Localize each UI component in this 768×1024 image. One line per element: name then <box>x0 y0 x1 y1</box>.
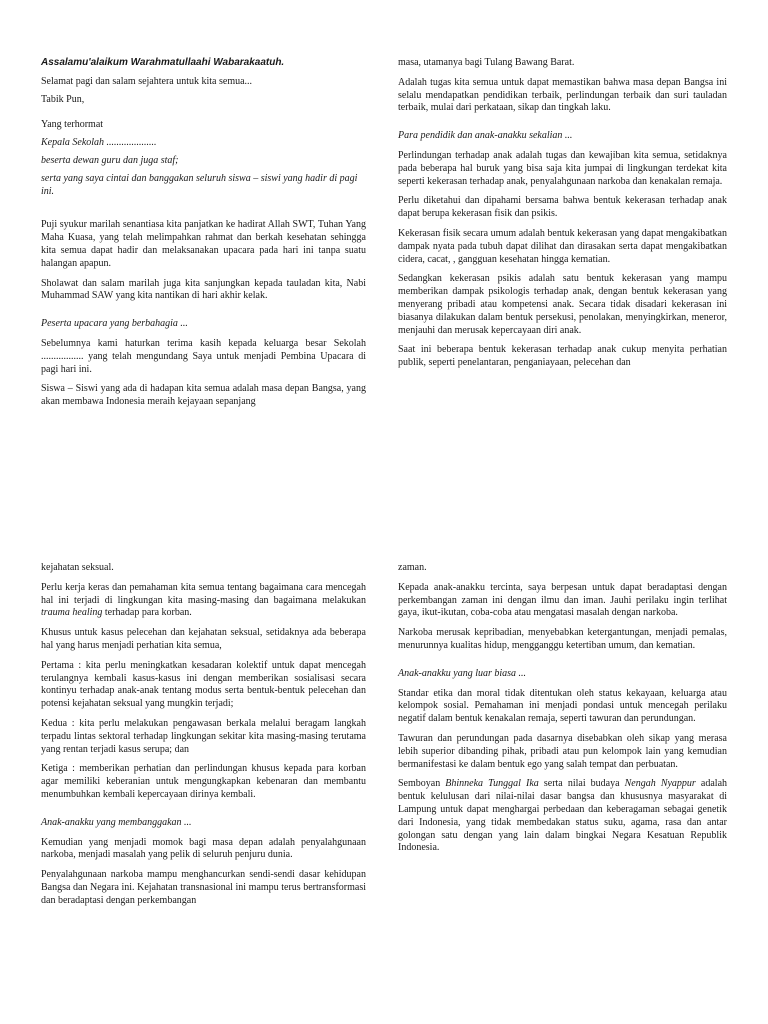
paragraph: Perlindungan terhadap anak adalah tugas dan kewajiban kita semua, setidaknya pada beberapa hal buruk yang bisa saja kita jumpai di lingkungan terdekat kita seperti kekerasan terhadap anak, penyalahgunaan narkoba dan kenakalan remaja. <box>398 149 727 187</box>
page2-right-column <box>398 562 727 862</box>
tabik: Tabik Pun, <box>41 93 85 105</box>
paragraph: Siswa – Siswi yang ada di hadapan kita semua adalah masa depan Bangsa, yang akan membawa Indonesia meraih kejayaan sepanjang <box>41 383 366 408</box>
kepala-sekolah: Kepala Sekolah .................... <box>41 137 157 149</box>
paragraph: Penyalahgunaan narkoba mampu menghancurkan sendi-sendi dasar kehidupan Bangsa dan Negara ini. Kejahatan transnasional ini mampu terus bertransformasi dan beradaptasi dengan perkembangan <box>41 869 366 906</box>
paragraph: Saat ini beberapa bentuk kekerasan terhadap anak cukup menyita perhatian publik, seperti penelantaran, penganiayaan, pelecehan dan <box>398 344 727 369</box>
paragraph: Sebelumnya kami haturkan terima kasih kepada keluarga besar Sekolah ................. yang telah mengundang Saya untuk menjadi Pembina Upacara di pagi hari ini. <box>41 337 366 375</box>
paragraph: Kekerasan fisik secara umum adalah bentuk kekerasan yang dapat mengakibatkan dampak nyata pada tubuh dapat dilihat dan dirasakan serta dapat mengakibatkan cidera, cacat, , gangguan kesehatan hingga kematian. <box>398 227 727 265</box>
dewan-guru: beserta dewan guru dan juga staf; <box>41 154 179 166</box>
paragraph: Kemudian yang menjadi momok bagi masa depan adalah penyalahgunaan narkoba, menjadi masalah yang pelik di seluruh penjuru dunia. <box>41 836 366 861</box>
paragraph: Narkoba merusak kepribadian, menyebabkan ketergantungan, menjadi pemalas, menurunnya kualitas hidup, mengganggu ketertiban umum, dan kematian. <box>398 627 727 651</box>
paragraph: Kepada anak-anakku tercinta, saya berpesan untuk dapat beradaptasi dengan perkembangan zaman ini dengan ilmu dan iman. Jauhi perilaku ingin terlihat gaya, ikut-ikutan, coba-coba atau mengatasi masalah dengan narkoba. <box>398 581 727 619</box>
paragraph: masa, utamanya bagi Tulang Bawang Barat. <box>398 57 575 68</box>
section-heading: Anak-anakku yang membanggakan ... <box>41 816 192 828</box>
salam-heading: Assalamu'alaikum Warahmatullaahi Wabarakaatuh. <box>41 57 285 68</box>
paragraph: Sedangkan kekerasan psikis adalah satu bentuk kekerasan yang mampu memberikan dampak psikologis terhadap anak, dengan bentuk kekerasan yang menyerang pribadi atau kompetensi anak. Secara tidak disadari kekerasan ini biasanya dilakukan dalam bentuk persekusi, penolakan, menyingkirkan, meneror, menjauhi dan merusak kepercayaan diri anak. <box>398 273 727 336</box>
greeting: Selamat pagi dan salam sejahtera untuk kita semua... <box>41 75 253 87</box>
section-heading: Anak-anakku yang luar biasa ... <box>398 667 527 679</box>
paragraph: Pertama : kita perlu meningkatkan kesadaran kolektif untuk dapat mencegah terulangnya kembali kasus-kasus ini dengan memberikan sosialisasi secara kontinyu terhadap anak-anak tentang modus serta bentuk-bentuk pelecehan dan potensi kejahatan seksual yang mungkin terjadi; <box>41 659 366 710</box>
paragraph: Perlu diketahui dan dipahami bersama bahwa bentuk kekerasan terhadap anak dapat berupa kekerasan fisik dan psikis. <box>398 195 727 220</box>
paragraph: kejahatan seksual. <box>41 562 114 573</box>
paragraph: Adalah tugas kita semua untuk dapat memastikan bahwa masa depan Bangsa ini selalu mendapatkan pendidikan terbaik, perlindungan terbaik dan suri tauladan terbaik, mulai dari perkataan, sikap dan tingkah laku. <box>398 76 727 114</box>
text-run: adalah bentuk kelulusan dari nilai-nilai dasar bangsa dan khususnya masyarakat di Lampung untuk dapat menghargai perbedaan dan keberagaman sebagai genetik dari Indonesia, yang tidak membedakan status suku, agama, rasa dan antar golongan satu dengan yang lain dalam bingkai Negara Kesatuan Republik Indonesia. <box>398 778 728 854</box>
emphasis: trauma healing <box>41 607 103 619</box>
emphasis: Bhinneka Tunggal Ika <box>445 778 539 790</box>
text-run: terhadap para korban. <box>102 607 192 619</box>
paragraph: Puji syukur marilah senantiasa kita panjatkan ke hadirat Allah SWT, Tuhan Yang Maha Kuasa, yang telah melimpahkan rahmat dan berkah kesehatan sehingga kita semua dapat hadir dan melaksanakan upacara pada hari ini tanpa suatu halangan apapun. <box>41 219 366 269</box>
text-run: serta nilai budaya <box>538 778 625 790</box>
paragraph: Khusus untuk kasus pelecehan dan kejahatan seksual, setidaknya ada beberapa hal yang harus menjadi perhatian kita semua, <box>41 627 366 651</box>
section-heading: Para pendidik dan anak-anakku sekalian ... <box>398 130 573 142</box>
paragraph: zaman. <box>398 562 427 573</box>
paragraph <box>41 582 366 620</box>
paragraph: Ketiga : memberikan perhatian dan perlindungan khusus kepada para korban agar memiliki keberanian untuk mengungkapkan kebenaran dan membantu menumbuhkan kembali kepercayaan dirinya kembali. <box>41 763 366 800</box>
section-heading: Peserta upacara yang berbahagia ... <box>41 318 188 330</box>
page1-left-column <box>41 57 366 416</box>
emphasis: Nengah Nyappur <box>624 778 696 790</box>
text-run: Perlu kerja keras dan pemahaman kita semua tentang bagaimana cara mencegah hal ini terjadi di lingkungan kita masing-masing dan bagaimana melakukan <box>41 581 366 606</box>
paragraph: Standar etika dan moral tidak ditentukan oleh status kekayaan, keluarga atau kelompok sosial. Pemahaman ini menjadi pondasi untuk mencegah perilaku negatif dalam bentuk kenakalan remaja, seperti tawuran dan perundungan. <box>398 687 727 725</box>
page-gap <box>0 430 768 555</box>
page1-right-column <box>398 57 727 377</box>
paragraph <box>398 778 727 855</box>
paragraph: Tawuran dan perundungan pada dasarnya disebabkan oleh sikap yang merasa lebih superior dibanding pihak, pribadi atau pun kelompok lain yang kemudian bermanifestasi ke dalam bentuk ego yang salah tempat dan perbuatan. <box>398 732 727 770</box>
text-run: Semboyan <box>398 778 446 790</box>
page2-left-column <box>41 562 366 915</box>
yang-terhormat: Yang terhormat <box>41 119 104 131</box>
paragraph: Sholawat dan salam marilah juga kita sanjungkan kepada tauladan kita, Nabi Muhammad SAW yang kita nantikan di hari akhir kelak. <box>41 277 366 302</box>
siswa-siswi: serta yang saya cintai dan banggakan seluruh siswa – siswi yang hadir di pagi ini. <box>41 172 358 197</box>
paragraph: Kedua : kita perlu melakukan pengawasan berkala melalui beragam langkah terpadu lintas sektoral terhadap lingkungan sekitar kita masing-masing terutama yang rentan terjadi kasus serupa; dan <box>41 717 366 755</box>
